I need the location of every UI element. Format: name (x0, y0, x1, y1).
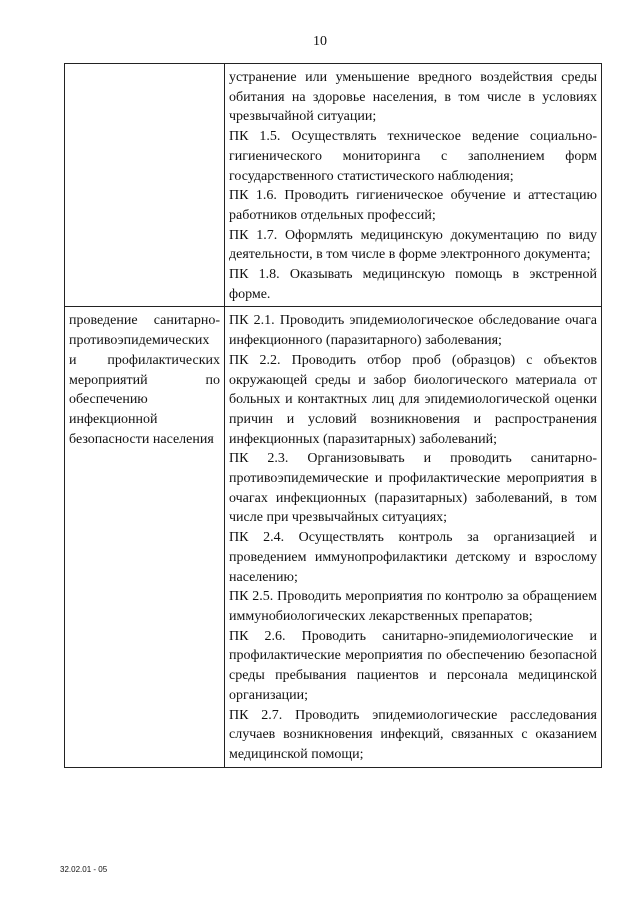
document-code: 32.02.01 - 05 (60, 865, 108, 874)
competency-pk-2-1: ПК 2.1. Проводить эпидемиологическое обследование очага инфекционного (паразитарного) заболевания; (229, 313, 597, 349)
table-row (65, 64, 602, 307)
competency-text: устранение или уменьшение вредного воздействия среды обитания на здоровье населения, в том числе в условиях чрезвычайной ситуации; (229, 70, 597, 125)
competency-pk-1-5: ПК 1.5. Осуществлять техническое ведение социально-гигиенического мониторинга с заполнением форм государственного статистического наблюдения; (229, 129, 597, 184)
competency-pk-1-7: ПК 1.7. Оформлять медицинскую документацию по виду деятельности, в том числе в форме электронного документа; (229, 227, 597, 263)
activity-cell (65, 307, 225, 767)
activity-cell (65, 64, 225, 307)
competency-pk-2-3: ПК 2.3. Организовывать и проводить санитарно-противоэпидемические и профилактические мероприятия в очагах инфекционных (паразитарных) заболеваний, в том числе при чрезвычайных ситуациях; (229, 451, 597, 526)
competency-table (64, 63, 602, 768)
page-number: 10 (313, 34, 327, 49)
competency-pk-2-2: ПК 2.2. Проводить отбор проб (образцов) с объектов окружающей среды и забор биологического материала от больных и контактных лиц для эпидемиологической оценки причин и условий возникновения и распространения инфекционных (паразитарных) заболеваний; (229, 352, 597, 447)
activity-text: проведение санитарно-противоэпидемических и профилактических мероприятий по обеспечению инфекционной безопасности населения (69, 313, 220, 447)
competency-pk-1-8: ПК 1.8. Оказывать медицинскую помощь в экстренной форме. (229, 267, 597, 302)
competencies-cell (225, 307, 602, 767)
competency-pk-2-7: ПК 2.7. Проводить эпидемиологические расследования случаев возникновения инфекций, связанных с оказанием медицинской помощи; (229, 707, 597, 762)
table-row (65, 307, 602, 767)
competency-pk-1-6: ПК 1.6. Проводить гигиеническое обучение и аттестацию работников отдельных профессий; (229, 188, 597, 223)
competencies-cell (225, 64, 602, 307)
competency-pk-2-6: ПК 2.6. Проводить санитарно-эпидемиологические и профилактические мероприятия по обеспечению безопасной среды пребывания пациентов и персонала медицинской организации; (229, 628, 597, 703)
competency-pk-2-5: ПК 2.5. Проводить мероприятия по контролю за обращением иммунобиологических лекарственных препаратов; (229, 589, 597, 624)
competency-pk-2-4: ПК 2.4. Осуществлять контроль за организацией и проведением иммунопрофилактики детскому и взрослому населению; (229, 530, 597, 585)
